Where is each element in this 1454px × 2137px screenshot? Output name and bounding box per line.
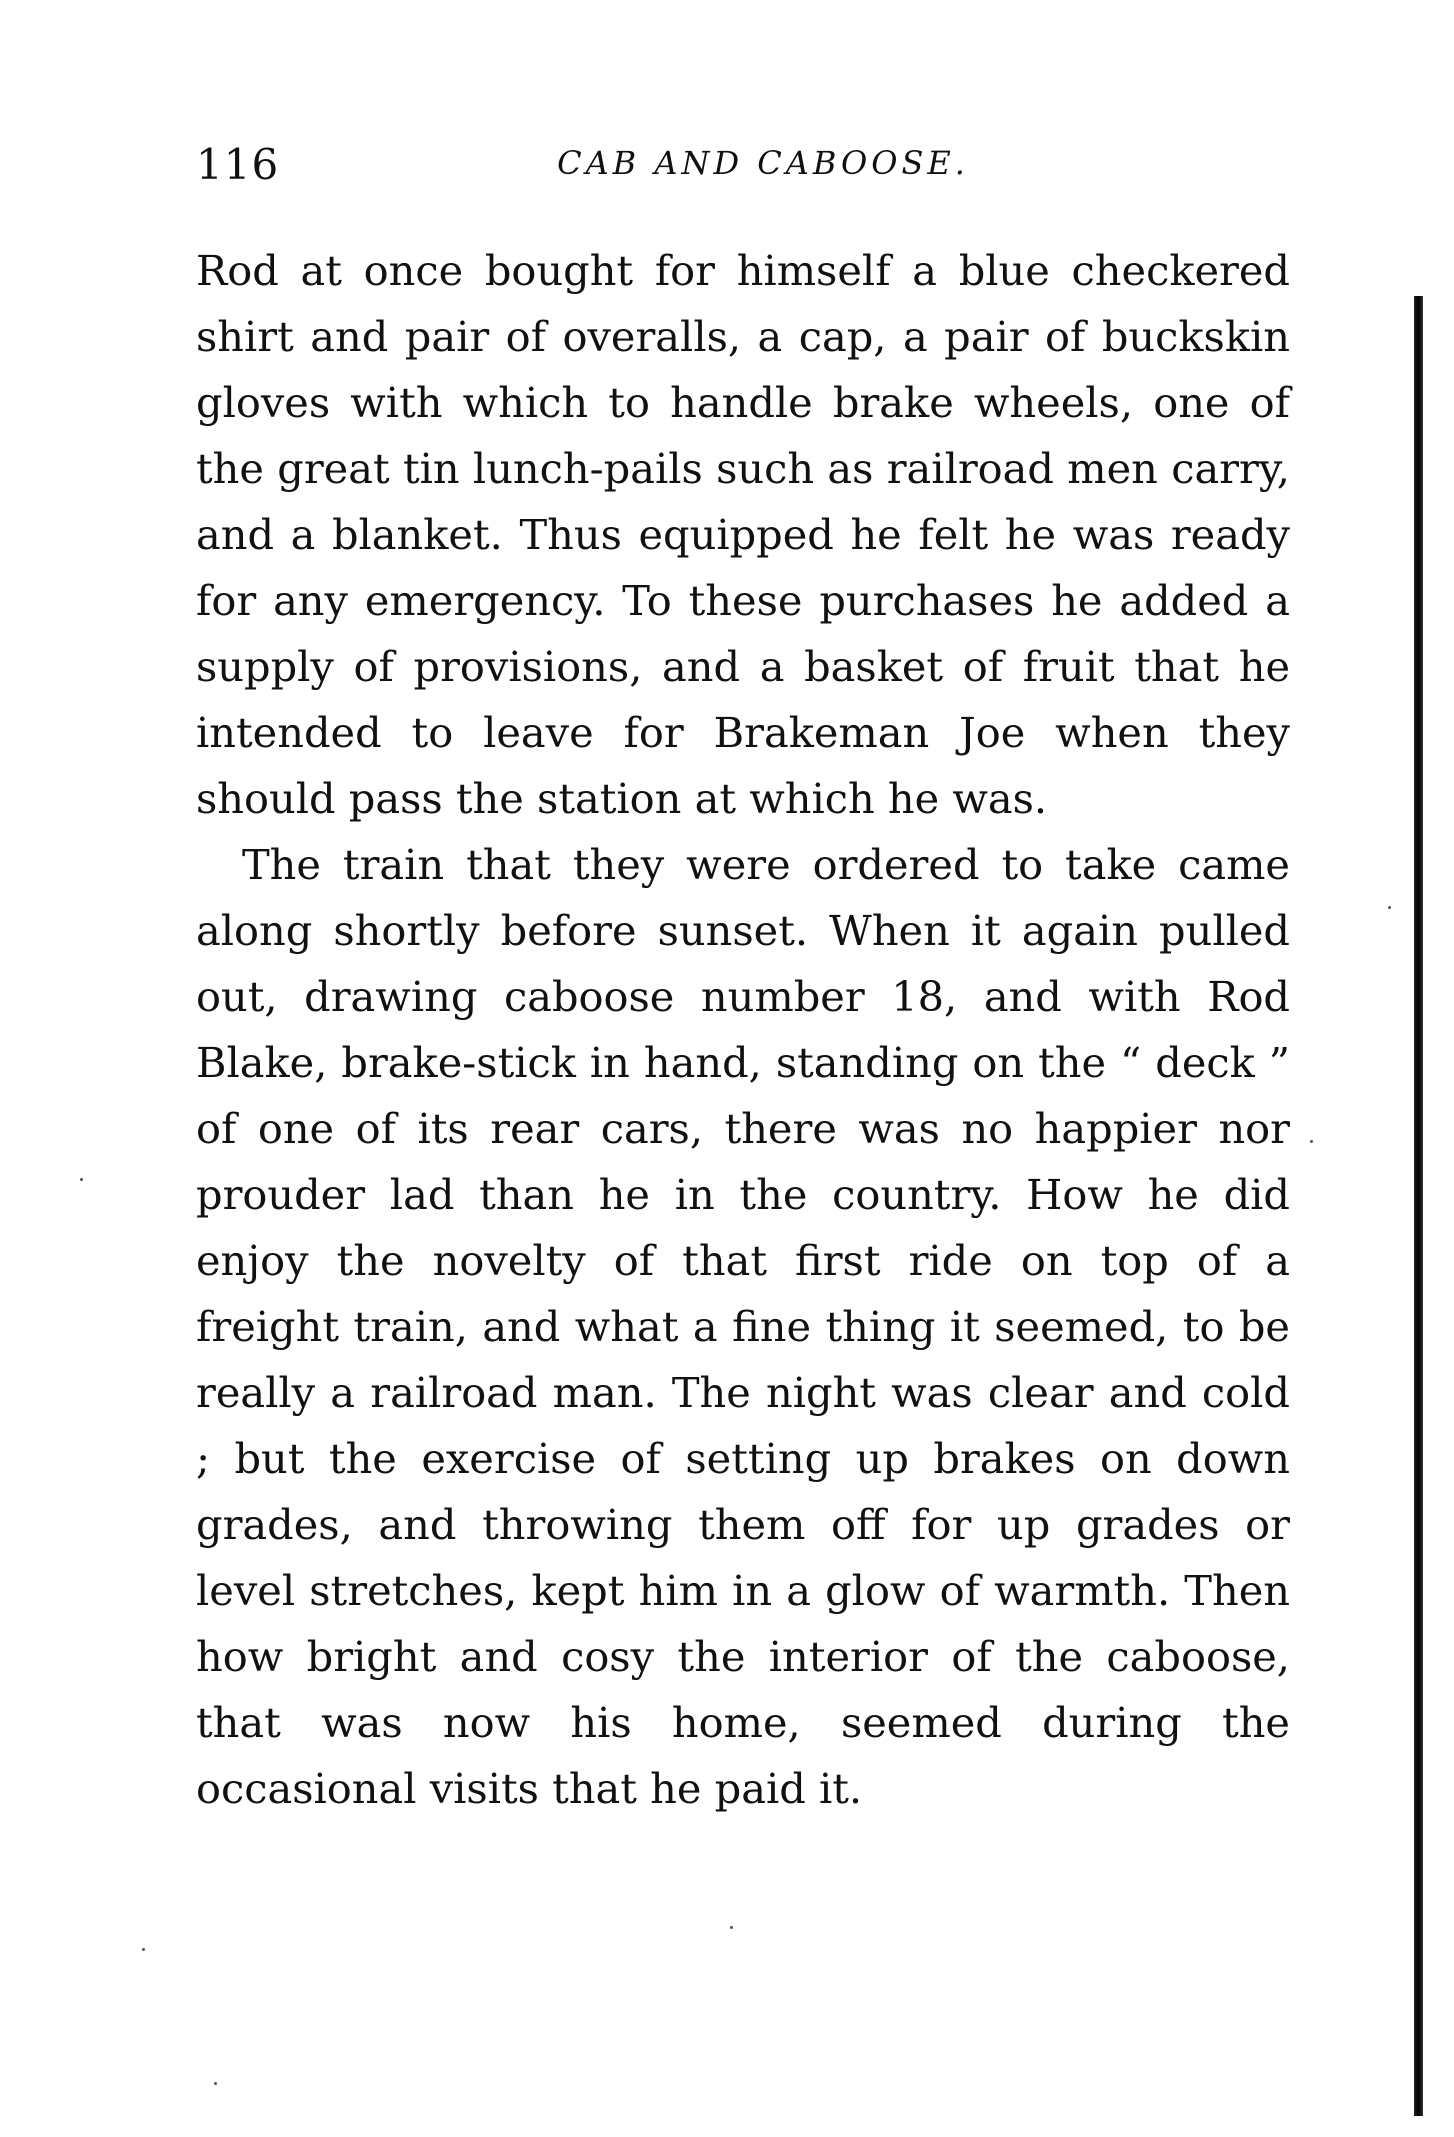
page-header [196,140,1290,200]
paragraph-1: Rod at once bought for himself a blue checkered shirt and pair of overalls, a cap, a pair of buckskin gloves with which to handle brake wheels, one of the great tin lunch-pails such as railroad men carry, and a blanket. Thus equipped he felt he was ready for any emergency. To these purchases he added a supply of provisions, and a basket of fruit that he intended to leave for Brakeman Joe when they should pass the station at which he was. [196,246,1290,823]
paper-speck [142,1948,145,1951]
paper-speck [730,1926,733,1929]
page-number: 116 [196,140,280,189]
page-edge-shadow [1414,296,1423,2116]
paragraph-2: The train that they were ordered to take came along shortly before sunset. When it again pulled out, drawing caboose number 18, and with Rod Blake, brake-stick in hand, standing on the “ deck ” of one of its rear cars, there was no happier nor prouder lad than he in the country. How he did enjoy the novelty of that first ride on top of a freight train, and what a fine thing it seemed, to be really a railroad man. The night was clear and cold ; but the exercise of setting up brakes on down grades, and throwing them off for up grades or level stretches, kept him in a glow of warmth. Then how bright and cosy the interior of the caboose, that was now his home, seemed during the occasional visits that he paid it. [196,840,1290,1813]
paper-speck [80,1178,83,1181]
running-title: CAB AND CABOOSE. [557,144,969,182]
paper-speck [1310,1140,1313,1143]
paper-speck [1388,906,1391,909]
paper-speck [214,2082,217,2085]
body-text [196,238,1290,1822]
